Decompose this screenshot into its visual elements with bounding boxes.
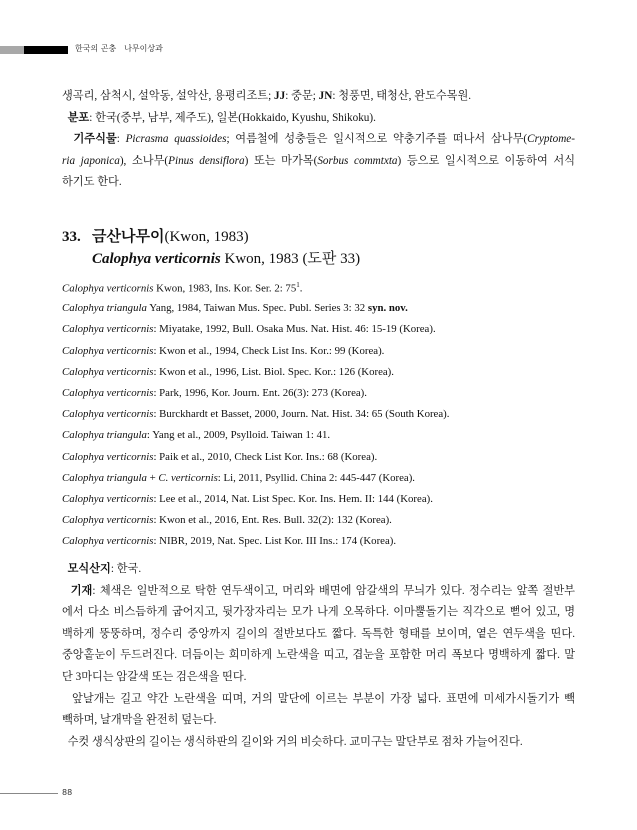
reference-entry (62, 451, 377, 463)
text-run: : 중문; (285, 90, 319, 102)
italic-text: Pinus densiflora (168, 154, 245, 167)
text-run: : Park, 1996, Kor. Journ. Ent. 26(3): 273 (Korea). (153, 387, 367, 399)
italic-text: Calophya triangula (62, 302, 147, 315)
text-line (62, 130, 575, 146)
species-heading (62, 225, 249, 246)
reference-entry (62, 493, 433, 505)
text-run: Kwon, 1983, Ins. Kor. Ser. 2: 75 (153, 282, 297, 295)
text-line (62, 625, 575, 641)
text-run: ) 등으로 일시적으로 이동하여 서식 (397, 154, 576, 167)
text-line (62, 152, 575, 168)
italic-text: Calophya verticornis (62, 408, 154, 421)
reference-entry (62, 323, 436, 335)
italic-text: Sorbus commtxta (317, 154, 398, 167)
text-run: Yang, 1984, Taiwan Mus. Spec. Publ. Series 3: 32 (146, 302, 368, 315)
italic-text: Calophya triangula (62, 429, 147, 442)
korean-author: (Kwon, 1983) (164, 229, 249, 245)
italic-text: Calophya verticornis (62, 323, 154, 336)
text-run: ), 소나무( (119, 154, 169, 167)
italic-text: Calophya verticornis (62, 535, 154, 548)
text-run: 수컷 생식상판의 길이는 생식하판의 길이와 거의 비슷하다. 교미구는 말단부로 점차 가늘어진다. (62, 735, 523, 748)
italic-text: Calophya verticornis (62, 450, 154, 463)
reference-entry (62, 535, 396, 547)
italic-text: Calophya verticornis (62, 365, 154, 378)
text-run: + (146, 471, 159, 484)
bold-text: JN (318, 90, 333, 102)
text-run: ) 또는 마가목( (244, 154, 318, 167)
text-line (62, 173, 575, 189)
text-line (62, 646, 575, 662)
text-run: : (116, 133, 126, 145)
text-run: 중앙홑눈이 두드러진다. 더듬이는 희미하게 노란색을 띠고, 겹눈을 포함한 머리 폭보다 명백하게 짧다. 말 (62, 649, 575, 662)
italic-text: Picrasma quassioides (125, 133, 227, 145)
text-run: : 한국. (110, 563, 142, 575)
species-author: Kwon, 1983 (220, 251, 299, 267)
reference-entry (62, 472, 415, 484)
running-header (75, 43, 171, 54)
species-number: 33. (62, 229, 81, 245)
text-line (62, 603, 575, 619)
italic-text: Calophya verticornis (62, 344, 154, 357)
scientific-heading (92, 247, 360, 268)
italic-text: Cryptome- (527, 133, 575, 145)
bold-text: 분포 (62, 111, 90, 124)
text-run: : Yang et al., 2009, Psylloid. Taiwan 1: 41. (146, 429, 331, 442)
text-run: 앞날개는 길고 약간 노란색을 띠며, 거의 말단에 이르는 부분이 가장 넓다. 표면에 미세가시돌기가 빽 (62, 692, 575, 705)
text-line (62, 711, 575, 727)
italic-text: Calophya verticornis (62, 514, 154, 527)
chapter-title: 나무이상과 (124, 44, 163, 53)
reference-entry (62, 514, 392, 526)
italic-text: Calophya verticornis (62, 282, 154, 295)
text-line (62, 733, 575, 749)
text-line (62, 560, 575, 576)
reference-entry (62, 366, 394, 378)
text-line (62, 87, 575, 103)
text-run: : Miyatake, 1992, Bull. Osaka Mus. Nat. Hist. 46: 15-19 (Korea). (153, 323, 436, 336)
text-run: 백하게 뚱뚱하며, 정수리 중앙까지 길이의 절반보다도 짧다. 독특한 형태를 보이며, 옅은 연두색을 띤다. (62, 627, 575, 640)
reference-entry (62, 408, 449, 420)
bold-text: 기주식물 (62, 133, 117, 145)
text-run: : Kwon et al., 1996, List. Biol. Spec. Kor.: 126 (Korea). (153, 365, 394, 378)
plate-ref: (도판 33) (298, 251, 361, 267)
scientific-name: Calophya verticornis (92, 251, 221, 267)
italic-text: Calophya verticornis (62, 493, 154, 505)
text-run: 에서 다소 비스듬하게 굽어지고, 뒷가장자리는 모가 나게 오목하다. 이마뿔돌기는 직각으로 뻗어 있고, 명 (62, 606, 575, 619)
header-bar-gray (0, 46, 24, 54)
text-run: : 한국(중부, 남부, 제주도), 일본(Hokkaido, Kyushu, Shikoku). (89, 111, 376, 124)
text-run: 생곡리, 삼척시, 설악동, 설악산, 용평리조트; (62, 90, 275, 102)
text-run: : Kwon et al., 2016, Ent. Res. Bull. 32(2): 132 (Korea). (153, 514, 392, 527)
text-run: 빽하며, 날개막을 완전히 덮는다. (62, 714, 217, 727)
text-line (62, 109, 575, 125)
text-run: : Burckhardt et Basset, 2000, Journ. Nat. Hist. 34: 65 (South Korea). (153, 408, 450, 421)
bold-text: syn. nov. (367, 302, 408, 315)
header-bar-black (24, 46, 68, 54)
book-title: 한국의 곤충 (75, 44, 117, 53)
text-run: 1 (296, 281, 300, 289)
footer-rule (0, 793, 58, 794)
bold-text: 기재 (62, 584, 93, 597)
page-number: 88 (62, 788, 73, 797)
bold-text: 모식산지 (62, 563, 111, 575)
text-run: ; 여름철에 성충들은 일시적으로 약충기주를 떠나서 삼나무( (226, 133, 528, 145)
text-line (62, 690, 575, 706)
text-run: 단 3마디는 암갈색 또는 검은색을 띤다. (62, 671, 247, 683)
reference-entry (62, 302, 408, 314)
text-line (62, 582, 575, 598)
text-run: : Kwon et al., 1994, Check List Ins. Kor.: 99 (Korea). (153, 344, 385, 357)
text-line (62, 668, 575, 684)
italic-text: ria japonica (62, 154, 120, 167)
italic-text: C. verticornis (158, 471, 218, 484)
reference-entry (62, 281, 302, 295)
text-run: : Lee et al., 2014, Nat. List Spec. Kor. Ins. Hem. II: 144 (Korea). (153, 493, 433, 505)
reference-entry (62, 387, 367, 399)
korean-name: 금산나무이 (92, 229, 165, 245)
italic-text: Calophya verticornis (62, 387, 154, 399)
bold-text: JJ (274, 90, 286, 102)
text-run: : 청풍면, 태청산, 완도수목원. (332, 90, 472, 102)
text-run: . (299, 282, 303, 295)
reference-entry (62, 345, 384, 357)
text-run: 하기도 한다. (62, 176, 122, 188)
text-run: : 체색은 일반적으로 탁한 연두색이고, 머리와 배면에 암갈색의 무늬가 있다. 정수리는 앞쪽 절반부 (92, 584, 575, 597)
italic-text: Calophya triangula (62, 471, 147, 484)
text-run: : NIBR, 2019, Nat. Spec. List Kor. III Ins.: 174 (Korea). (153, 535, 397, 548)
reference-entry (62, 429, 330, 441)
text-run: : Paik et al., 2010, Check List Kor. Ins.: 68 (Korea). (153, 450, 378, 463)
text-run: : Li, 2011, Psyllid. China 2: 445-447 (Korea). (217, 471, 416, 484)
